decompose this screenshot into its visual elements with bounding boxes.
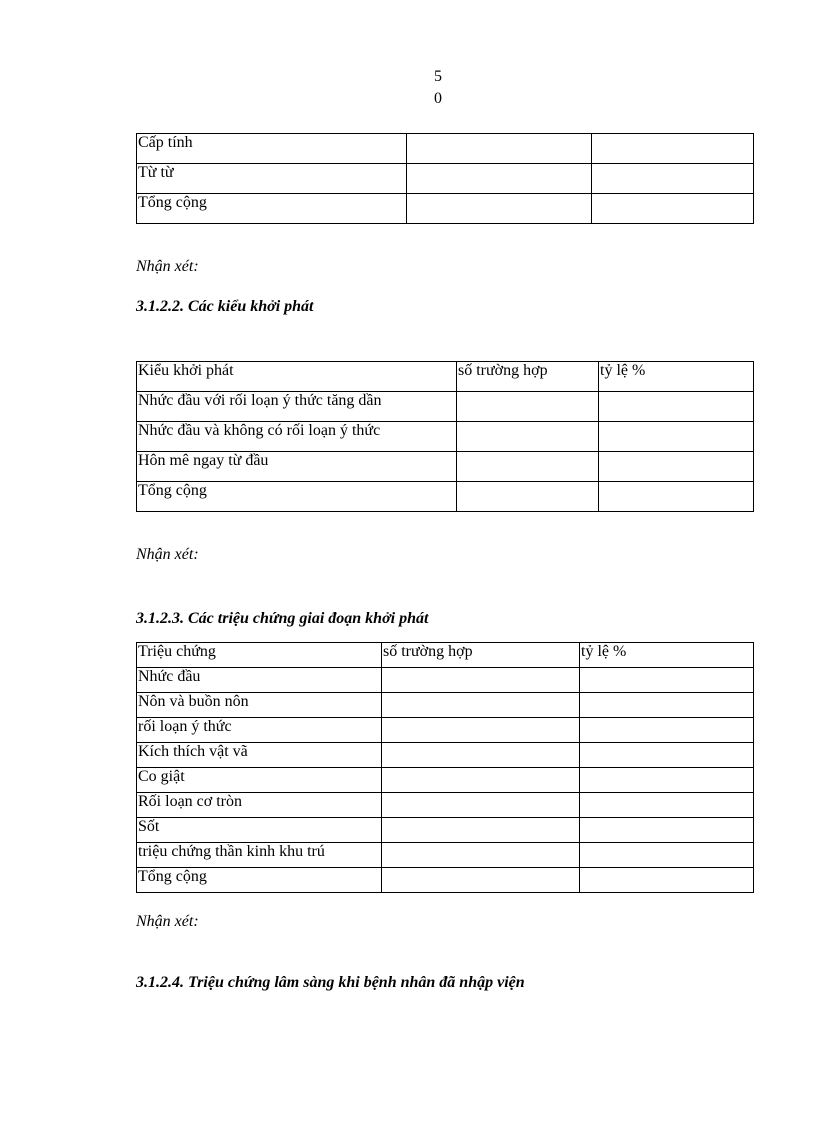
table-row <box>137 818 754 843</box>
table-header-row <box>137 643 754 668</box>
table-cell <box>580 793 754 818</box>
table-cell <box>599 482 754 512</box>
table-cell <box>382 743 580 768</box>
column-header: Triệu chứng <box>137 643 382 668</box>
table-row <box>137 482 754 512</box>
table-cell <box>592 134 754 164</box>
page-number-digit-1: 5 <box>434 68 442 85</box>
table-cell: Hôn mê ngay từ đầu <box>137 452 457 482</box>
table-cell <box>457 482 599 512</box>
table-cell: Tổng cộng <box>137 482 457 512</box>
table-row <box>137 134 754 164</box>
table-row <box>137 693 754 718</box>
table-cell <box>382 718 580 743</box>
remark-label: Nhận xét: <box>136 913 199 930</box>
onset-type-table <box>136 133 754 224</box>
table-cell: Nhức đầu <box>137 668 382 693</box>
table-row <box>137 194 754 224</box>
table-cell <box>580 843 754 868</box>
table-cell: Co giật <box>137 768 382 793</box>
table-cell <box>599 392 754 422</box>
table-row <box>137 718 754 743</box>
table-cell <box>382 768 580 793</box>
table-cell: Từ từ <box>137 164 407 194</box>
column-header: tỷ lệ % <box>599 362 754 392</box>
section-heading-3-1-2-3: 3.1.2.3. Các triệu chứng giai đoạn khởi phát <box>136 610 429 627</box>
table-cell <box>580 868 754 893</box>
table-cell <box>382 868 580 893</box>
table-cell <box>580 818 754 843</box>
table-cell: Nôn và buồn nôn <box>137 693 382 718</box>
table-row <box>137 768 754 793</box>
onset-symptoms-table <box>136 642 754 893</box>
table-cell <box>382 693 580 718</box>
table-cell: Kích thích vật vã <box>137 743 382 768</box>
table-cell <box>382 793 580 818</box>
table-row <box>137 164 754 194</box>
table-cell <box>580 718 754 743</box>
table-row <box>137 452 754 482</box>
table-row <box>137 422 754 452</box>
table-cell: Sốt <box>137 818 382 843</box>
table-cell: Cấp tính <box>137 134 407 164</box>
table-cell: Tổng cộng <box>137 194 407 224</box>
column-header: Kiểu khởi phát <box>137 362 457 392</box>
page-number-digit-2: 0 <box>434 90 442 107</box>
table-row <box>137 868 754 893</box>
table-cell <box>407 194 592 224</box>
remark-label: Nhận xét: <box>136 546 199 563</box>
table-cell <box>599 422 754 452</box>
table-row <box>137 793 754 818</box>
table-cell <box>382 843 580 868</box>
table-cell: triệu chứng thần kinh khu trú <box>137 843 382 868</box>
table-row <box>137 668 754 693</box>
table-cell <box>592 164 754 194</box>
column-header: số trường hợp <box>457 362 599 392</box>
table-cell: Nhức đầu và không có rối loạn ý thức <box>137 422 457 452</box>
column-header: tỷ lệ % <box>580 643 754 668</box>
table-cell <box>407 164 592 194</box>
table-cell <box>382 818 580 843</box>
table-row <box>137 843 754 868</box>
table-cell: Rối loạn cơ tròn <box>137 793 382 818</box>
table-cell <box>457 392 599 422</box>
table-cell: rối loạn ý thức <box>137 718 382 743</box>
table-cell <box>457 452 599 482</box>
table-cell <box>580 768 754 793</box>
table-header-row <box>137 362 754 392</box>
table-cell <box>592 194 754 224</box>
table-cell <box>580 693 754 718</box>
table-cell <box>457 422 599 452</box>
table-row <box>137 392 754 422</box>
section-heading-3-1-2-2: 3.1.2.2. Các kiểu khởi phát <box>136 298 314 315</box>
table-cell <box>599 452 754 482</box>
table-cell: Tổng cộng <box>137 868 382 893</box>
onset-pattern-table <box>136 361 754 512</box>
section-heading-3-1-2-4: 3.1.2.4. Triệu chứng lâm sàng khi bệnh nhân đã nhập viện <box>136 974 525 991</box>
column-header: số trường hợp <box>382 643 580 668</box>
table-cell <box>382 668 580 693</box>
table-row <box>137 743 754 768</box>
table-cell <box>407 134 592 164</box>
table-cell <box>580 668 754 693</box>
remark-label: Nhận xét: <box>136 258 199 275</box>
table-cell: Nhức đầu với rối loạn ý thức tăng dần <box>137 392 457 422</box>
table-cell <box>580 743 754 768</box>
